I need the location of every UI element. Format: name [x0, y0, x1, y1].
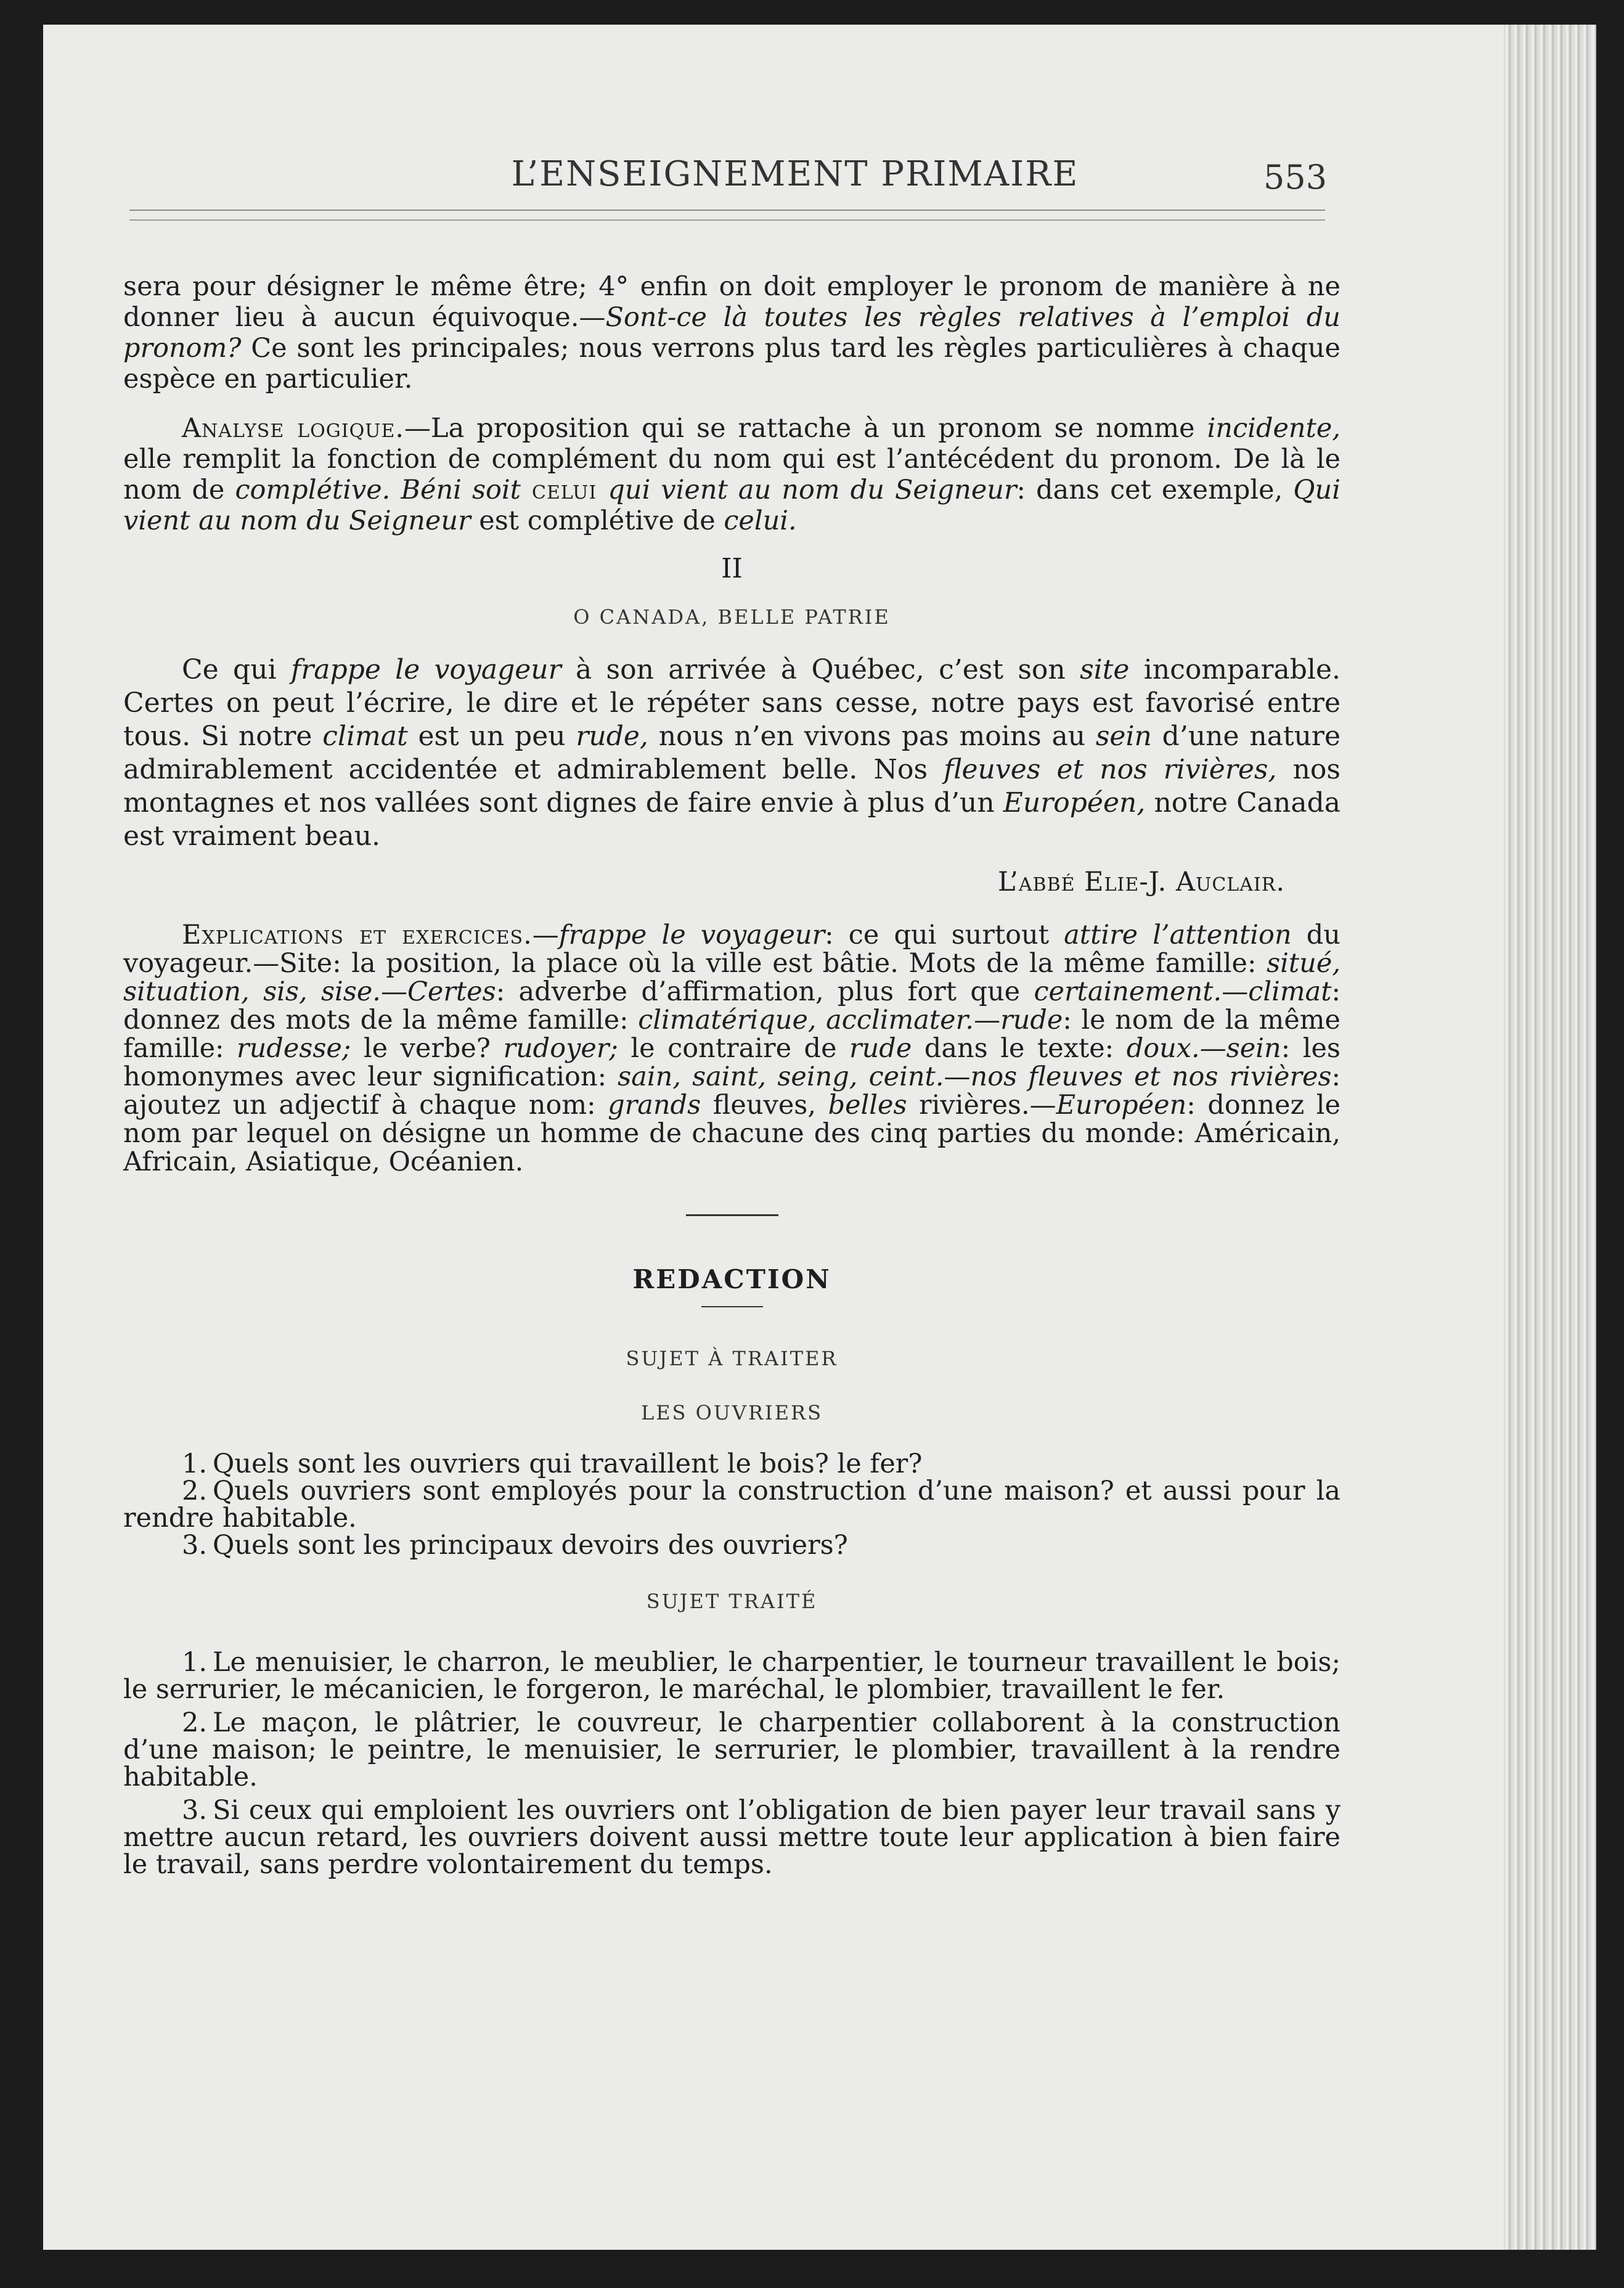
pronoun-rules-paragraph: sera pour désigner le même être; 4° enfin on doit employer le pronom de manière à ne donner lieu à aucun équivoque.—Sont-ce là toutes les règles relatives à l’emploi du pronom? Ce sont les principales; nous verrons plus tard les règles particulières à chaque espèce en particulier. [123, 271, 1341, 394]
page-header [43, 154, 1411, 210]
list-item: 3. Si ceux qui emploient les ouvriers ont l’obligation de bien payer leur travail sans y mettre aucun retard, les ouvriers doivent aussi mettre toute leur application à bien faire le travail, sans perdre volontairement du temps. [123, 1795, 1340, 1880]
sujet-traite-heading: SUJET TRAITÉ [646, 1590, 818, 1613]
page-stack-edge [1504, 25, 1596, 2250]
book-page [43, 25, 1510, 2250]
running-title: L’ENSEIGNEMENT PRIMAIRE [511, 154, 1079, 194]
page-number: 553 [1263, 158, 1328, 197]
author-signature: L’abbé Elie-J. Auclair. [997, 867, 1285, 897]
list-item: 1. Quels sont les ouvriers qui travaillent le bois? le fer? [182, 1448, 923, 1479]
analyse-logique-label: Analyse logique. [182, 413, 405, 444]
list-item: 1. Le menuisier, le charron, le meublier, le charpentier, le tourneur travaillent le bois; le serrurier, le mécanicien, le forgeron, le maréchal, le plombier, travaillent le fer. [123, 1647, 1340, 1705]
les-ouvriers-heading: LES OUVRIERS [640, 1401, 823, 1424]
explications-paragraph: Explications et exercices.—frappe le voyageur: ce qui surtout attire l’attention du voyageur.—Site: la position, la place où la ville est bâtie. Mots de la même famille: situé, situation, sis, sise.—Certes: adverbe d’affirmation, plus fort que certainement.—climat: donnez des mots de la même famille: climatérique, acclimater.—rude: le nom de la même famille: rudesse; le verbe? rudoyer; le contraire de rude dans le texte: doux.—sein: les homonymes avec leur signification: sain, saint, seing, ceint.—nos fleuves et nos rivières: ajoutez un adjectif à chaque nom: grands fleuves, belles rivières.—Européen: donnez le nom par lequel on désigne un homme de chacune des cinq parties du monde: Américain, Africain, Asiatique, Océanien. [123, 920, 1341, 1177]
questions-list [123, 1450, 1340, 1559]
list-item: 3. Quels sont les principaux devoirs des ouvriers? [182, 1530, 848, 1561]
header-rule [129, 210, 1325, 221]
section-title: O CANADA, BELLE PATRIE [573, 605, 891, 629]
section-divider [686, 1214, 778, 1216]
sujet-a-traiter-heading: SUJET À TRAITER [626, 1347, 838, 1370]
list-item: 2. Le maçon, le plâtrier, le couvreur, le charpentier collaborent à la construction d’une maison; le peintre, le menuisier, le serrurier, le plombier, travaillent à la rendre habitable. [123, 1707, 1340, 1792]
redaction-divider [701, 1306, 763, 1307]
section-number: II [721, 553, 743, 584]
analyse-logique-paragraph: Analyse logique.—La proposition qui se rattache à un pronom se nomme incidente, elle remplit la fonction de complément du nom qui est l’antécédent du pronom. De là le nom de complétive. Béni soit celui qui vient au nom du Seigneur: dans cet exemple, Qui vient au nom du Seigneur est complétive de celui. [123, 413, 1340, 536]
answers-list [123, 1649, 1340, 1878]
page-body [123, 271, 1340, 1878]
explications-label: Explications et exercices. [182, 920, 532, 950]
reading-text: Ce qui frappe le voyageur à son arrivée à Québec, c’est son site incomparable. Certes on peut l’écrire, le dire et le répéter sans cesse, notre pays est favorisé entre tous. Si notre climat est un peu rude, nous n’en vivons pas moins au sein d’une nature admirablement accidentée et admirablement belle. Nos fleuves et nos rivières, nos montagnes et nos vallées sont dignes de faire envie à plus d’un Européen, notre Canada est vraiment beau. [123, 654, 1341, 852]
list-item: 2. Quels ouvriers sont employés pour la construction d’une maison? et aussi pour la rendre habitable. [123, 1476, 1340, 1534]
redaction-title: REDACTION [632, 1264, 831, 1294]
